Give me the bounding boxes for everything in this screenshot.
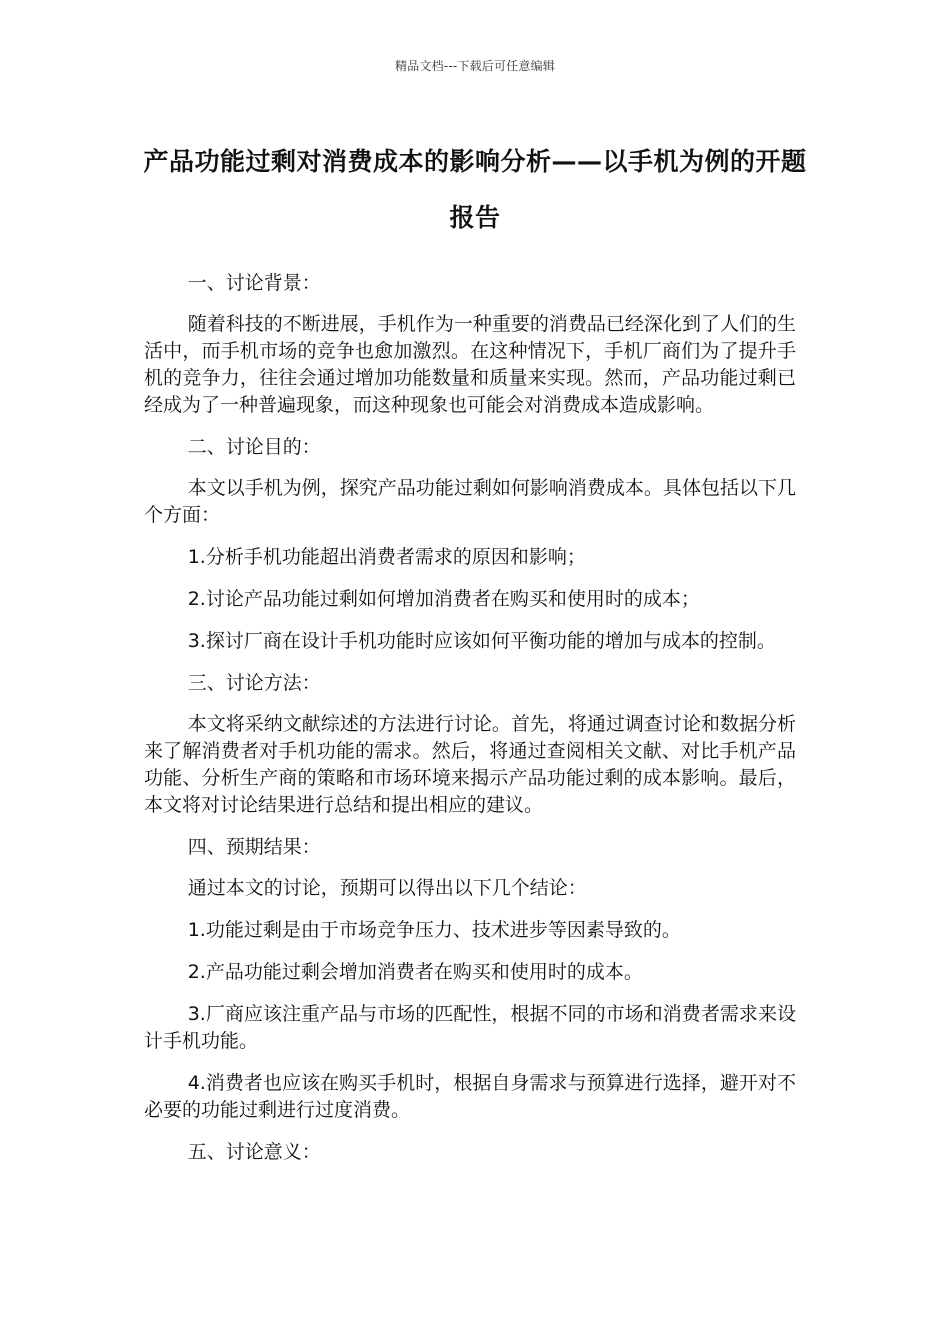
list-item-purpose-3: 3.探讨厂商在设计手机功能时应该如何平衡功能的增加与成本的控制。	[187, 630, 776, 652]
document-body	[144, 270, 796, 1180]
section-heading-method: 三、讨论方法：	[187, 672, 321, 694]
section-heading-significance: 五、讨论意义：	[187, 1141, 321, 1163]
list-item-purpose-2: 2.讨论产品功能过剩如何增加消费者在购买和使用时的成本；	[187, 588, 700, 610]
list-item-result-1: 1.功能过剩是由于市场竞争压力、技术进步等因素导致的。	[187, 919, 681, 941]
list-item-result-2: 2.产品功能过剩会增加消费者在购买和使用时的成本。	[187, 961, 643, 983]
list-item-result-3: 3.厂商应该注重产品与市场的匹配性，根据不同的市场和消费者需求来设计手机功能。	[144, 1003, 796, 1052]
document-title: 产品功能过剩对消费成本的影响分析——以手机为例的开题报告	[143, 147, 807, 232]
section-heading-background: 一、讨论背景：	[187, 272, 321, 294]
paragraph-background: 随着科技的不断进展，手机作为一种重要的消费品已经深化到了人们的生活中，而手机市场的竞争也愈加激烈。在这种情况下，手机厂商们为了提升手机的竞争力，往往会通过增加功能数量和质量来实现。然而，产品功能过剩已经成为了一种普遍现象，而这种现象也可能会对消费成本造成影响。	[144, 313, 796, 416]
page-header: 精品文档---下载后可任意编辑	[395, 59, 555, 73]
section-heading-purpose: 二、讨论目的：	[187, 436, 321, 458]
list-item-purpose-1: 1.分析手机功能超出消费者需求的原因和影响；	[187, 546, 586, 568]
paragraph-method: 本文将采纳文献综述的方法进行讨论。首先，将通过调查讨论和数据分析来了解消费者对手机功能的需求。然后，将通过查阅相关文献、对比手机产品功能、分析生产商的策略和市场环境来揭示产品功能过剩的成本影响。最后，本文将对讨论结果进行总结和提出相应的建议。	[144, 713, 796, 816]
paragraph-purpose: 本文以手机为例，探究产品功能过剩如何影响消费成本。具体包括以下几个方面：	[144, 477, 796, 526]
paragraph-expected-results: 通过本文的讨论，预期可以得出以下几个结论：	[187, 877, 587, 899]
section-heading-expected-results: 四、预期结果：	[187, 836, 321, 858]
list-item-result-4: 4.消费者也应该在购买手机时，根据自身需求与预算进行选择，避开对不必要的功能过剩进行过度消费。	[144, 1072, 796, 1121]
